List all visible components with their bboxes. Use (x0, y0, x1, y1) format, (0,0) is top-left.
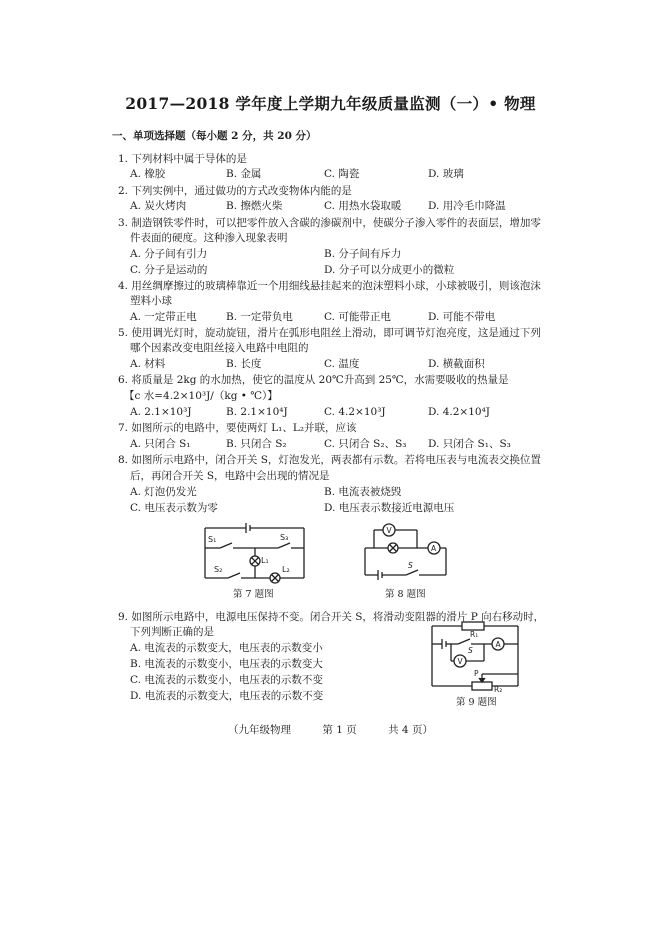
q5-option-c: C. 温度 (324, 358, 360, 370)
q9-option-d: D. 电流表的示数变大，电压表的示数不变 (130, 690, 324, 702)
question-4-stem-line-1: 4. 用丝绸摩擦过的玻璃棒靠近一个用细线悬挂起来的泡沫塑料小球，小球被吸引，则该泡沫 (118, 280, 541, 292)
question-5-stem-line-2: 哪个因素改变电阻丝接入电路中电阻的 (130, 342, 309, 354)
fig8-voltmeter-label: V (386, 526, 392, 535)
q7-option-d: D. 只闭合 S₁、S₃ (428, 438, 511, 450)
question-8-stem-line-2: 后，再闭合开关 S，电路中会出现的情况是 (130, 470, 330, 482)
question-6-stem-line-1: 6. 将质量是 2kg 的水加热，使它的温度从 20℃升高到 25℃，水需要吸收的热量是 (118, 374, 509, 386)
q8-option-b: B. 电流表被烧毁 (324, 486, 402, 498)
question-5-stem-line-1: 5. 使用调光灯时，旋动旋钮，滑片在弧形电阻丝上滑动，即可调节灯泡亮度，这是通过下列 (118, 327, 541, 339)
fig9-voltmeter-label: V (457, 657, 463, 666)
q8-option-a: A. 灯泡仍发光 (130, 486, 197, 498)
fig9-label-p: P (474, 669, 479, 678)
q2-option-d: D. 用冷毛巾降温 (428, 200, 506, 212)
fig7-label-s2: S₂ (214, 565, 223, 574)
q1-option-d: D. 玻璃 (428, 168, 464, 180)
q5-option-b: B. 长度 (226, 358, 262, 370)
q6-option-c: C. 4.2×10³J (324, 406, 386, 418)
q4-option-a: A. 一定带正电 (130, 311, 197, 323)
figure-9-caption: 第 9 题图 (456, 697, 497, 708)
q9-option-b: B. 电流表的示数变小，电压表的示数变大 (130, 658, 323, 670)
section-heading: 一、单项选择题（每小题 2 分，共 20 分） (112, 130, 317, 142)
q6-option-d: D. 4.2×10⁴J (428, 406, 490, 418)
q1-option-a: A. 橡胶 (130, 168, 166, 180)
question-3-stem-line-1: 3. 制造钢铁零件时，可以把零件放入含碳的渗碳剂中，使碳分子渗入零件的表面层，增加零 (118, 217, 541, 229)
fig7-label-s3: S₃ (280, 533, 289, 542)
q4-option-c: C. 可能带正电 (324, 311, 391, 323)
fig9-label-r1: R₁ (470, 630, 479, 639)
q9-option-a: A. 电流表的示数变大，电压表的示数变小 (130, 642, 323, 654)
question-6-stem-line-2: 【c 水=4.2×10³J/（kg • ℃）】 (124, 390, 278, 402)
question-2-stem: 2. 下列实例中，通过做功的方式改变物体内能的是 (118, 185, 352, 197)
q5-option-d: D. 横截面积 (428, 358, 485, 370)
q8-option-c: C. 电压表示数为零 (130, 502, 218, 514)
q3-option-a: A. 分子间有引力 (130, 248, 208, 260)
footer-total-pages: 共 4 页） (388, 724, 433, 736)
figure-7-caption: 第 7 题图 (233, 589, 274, 600)
fig7-label-l1: L₁ (261, 556, 269, 565)
question-9-stem-line-2: 下列判断正确的是 (130, 626, 214, 638)
fig9-label-r2: R₂ (494, 685, 503, 692)
fig9-label-s: S (468, 646, 473, 655)
q8-option-d: D. 电压表示数接近电源电压 (324, 502, 455, 514)
q4-option-d: D. 可能不带电 (428, 311, 496, 323)
q2-option-c: C. 用热水袋取暖 (324, 200, 402, 212)
q6-option-b: B. 2.1×10⁴J (226, 406, 288, 418)
q1-option-c: C. 陶瓷 (324, 168, 360, 180)
q9-option-c: C. 电流表的示数变小，电压表的示数不变 (130, 674, 323, 686)
q6-option-a: A. 2.1×10³J (130, 406, 192, 418)
q4-option-b: B. 一定带负电 (226, 311, 293, 323)
question-8-stem-line-1: 8. 如图所示电路中，闭合开关 S，灯泡发光，两表都有示数。若将电压表与电流表交换位置 (118, 454, 541, 466)
q7-option-a: A. 只闭合 S₁ (130, 438, 191, 450)
question-4-stem-line-2: 塑料小球 (130, 295, 172, 307)
page-footer (0, 722, 661, 737)
question-1-stem: 1. 下列材料中属于导体的是 (118, 153, 247, 165)
figure-9-circuit (424, 620, 524, 692)
q7-option-c: C. 只闭合 S₂、S₃ (324, 438, 407, 450)
fig9-ammeter-label: A (495, 640, 501, 649)
q3-option-b: B. 分子间有斥力 (324, 248, 402, 260)
question-9-stem-line-1: 9. 如图所示电路中，电源电压保持不变。闭合开关 S，将滑动变阻器的滑片 P 向右移动时， (118, 611, 545, 623)
q2-option-a: A. 炭火烤肉 (130, 200, 187, 212)
footer-page-number: 第 1 页 (322, 724, 357, 736)
q3-option-d: D. 分子可以分成更小的微粒 (324, 264, 455, 276)
question-7-stem: 7. 如图所示的电路中，要使两灯 L₁、L₂并联，应该 (118, 422, 357, 434)
fig7-label-l2: L₂ (282, 565, 290, 574)
q1-option-b: B. 金属 (226, 168, 262, 180)
fig7-label-s1: S₁ (208, 535, 217, 544)
q5-option-a: A. 材料 (130, 358, 166, 370)
page-title: 2017—2018 学年度上学期九年级质量监测（一）• 物理 (125, 94, 536, 113)
figure-7-circuit (200, 522, 310, 584)
q3-option-c: C. 分子是运动的 (130, 264, 208, 276)
q7-option-b: B. 只闭合 S₂ (226, 438, 287, 450)
footer-subject: （九年级物理 (228, 724, 292, 736)
q2-option-b: B. 擦燃火柴 (226, 200, 283, 212)
fig8-switch-label: S (408, 561, 413, 570)
fig8-ammeter-label: A (431, 544, 437, 553)
question-3-stem-line-2: 件表面的硬度。这种渗入现象表明 (130, 232, 288, 244)
figure-8-circuit (362, 520, 452, 584)
figure-8-caption: 第 8 题图 (385, 589, 426, 600)
